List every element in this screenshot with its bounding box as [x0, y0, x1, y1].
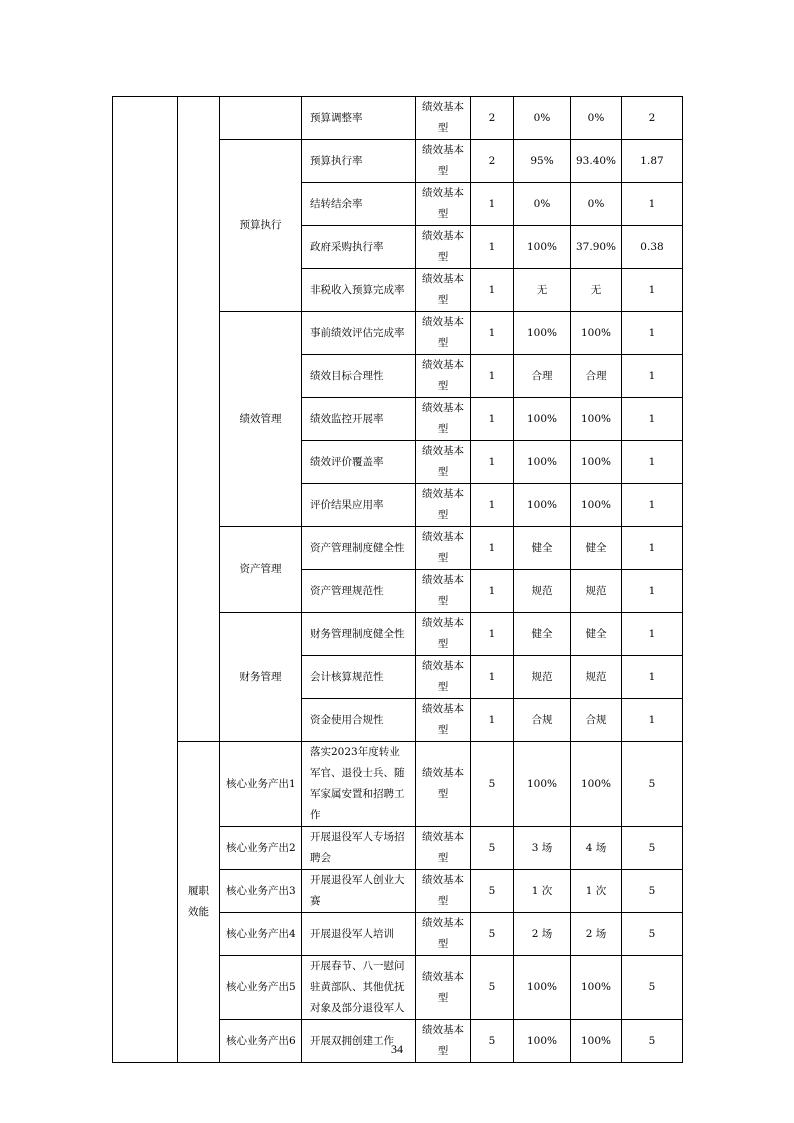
target-cell: 100% — [514, 1020, 571, 1063]
score-cell: 1 — [622, 183, 683, 226]
score-cell: 5 — [622, 1020, 683, 1063]
type-cell: 绩效基本型 — [416, 1020, 471, 1063]
subcategory-cell: 核心业务产出1 — [220, 742, 302, 827]
subcategory-cell — [220, 97, 302, 140]
type-cell: 绩效基本型 — [416, 484, 471, 527]
score-cell: 5 — [622, 827, 683, 870]
actual-cell: 规范 — [571, 656, 622, 699]
indicator-cell: 开展退役军人创业大赛 — [302, 870, 416, 913]
indicator-cell: 开展春节、八一慰问驻黄部队、其他优抚对象及部分退役军人 — [302, 956, 416, 1020]
score-cell: 0.38 — [622, 226, 683, 269]
actual-cell: 100% — [571, 441, 622, 484]
indicator-cell: 政府采购执行率 — [302, 226, 416, 269]
weight-cell: 1 — [471, 441, 514, 484]
subcategory-cell: 核心业务产出6 — [220, 1020, 302, 1063]
indicator-cell: 会计核算规范性 — [302, 656, 416, 699]
actual-cell: 2 场 — [571, 913, 622, 956]
weight-cell: 1 — [471, 312, 514, 355]
target-cell: 100% — [514, 226, 571, 269]
type-cell: 绩效基本型 — [416, 699, 471, 742]
type-cell: 绩效基本型 — [416, 656, 471, 699]
score-cell: 1 — [622, 613, 683, 656]
indicator-cell: 结转结余率 — [302, 183, 416, 226]
target-cell: 100% — [514, 441, 571, 484]
subcategory-cell: 核心业务产出5 — [220, 956, 302, 1020]
score-cell: 1 — [622, 699, 683, 742]
target-cell: 2 场 — [514, 913, 571, 956]
type-cell: 绩效基本型 — [416, 226, 471, 269]
type-cell: 绩效基本型 — [416, 742, 471, 827]
performance-indicator-table — [112, 96, 683, 1063]
type-cell: 绩效基本型 — [416, 140, 471, 183]
indicator-cell: 资产管理制度健全性 — [302, 527, 416, 570]
subcategory-cell: 核心业务产出3 — [220, 870, 302, 913]
weight-cell: 2 — [471, 140, 514, 183]
indicator-cell: 绩效目标合理性 — [302, 355, 416, 398]
weight-cell: 1 — [471, 527, 514, 570]
score-cell: 5 — [622, 913, 683, 956]
score-cell: 1 — [622, 269, 683, 312]
indicator-cell: 开展双拥创建工作 — [302, 1020, 416, 1063]
type-cell: 绩效基本型 — [416, 527, 471, 570]
score-cell: 5 — [622, 742, 683, 827]
weight-cell: 1 — [471, 613, 514, 656]
actual-cell: 100% — [571, 484, 622, 527]
indicator-cell: 财务管理制度健全性 — [302, 613, 416, 656]
indicator-cell: 预算执行率 — [302, 140, 416, 183]
score-cell: 1 — [622, 312, 683, 355]
target-cell: 0% — [514, 183, 571, 226]
actual-cell: 0% — [571, 183, 622, 226]
score-cell: 1 — [622, 484, 683, 527]
target-cell: 合理 — [514, 355, 571, 398]
target-cell: 0% — [514, 97, 571, 140]
score-cell: 1 — [622, 570, 683, 613]
page-number: 34 — [391, 1042, 403, 1056]
score-cell: 1 — [622, 527, 683, 570]
subcategory-cell: 绩效管理 — [220, 312, 302, 527]
weight-cell: 1 — [471, 226, 514, 269]
target-cell: 95% — [514, 140, 571, 183]
subcategory-cell: 核心业务产出2 — [220, 827, 302, 870]
indicator-cell: 绩效监控开展率 — [302, 398, 416, 441]
weight-cell: 2 — [471, 97, 514, 140]
target-cell: 规范 — [514, 656, 571, 699]
type-cell: 绩效基本型 — [416, 956, 471, 1020]
actual-cell: 1 次 — [571, 870, 622, 913]
weight-cell: 5 — [471, 956, 514, 1020]
actual-cell: 合理 — [571, 355, 622, 398]
weight-cell: 5 — [471, 1020, 514, 1063]
target-cell: 100% — [514, 484, 571, 527]
target-cell: 3 场 — [514, 827, 571, 870]
score-cell: 1.87 — [622, 140, 683, 183]
indicator-cell: 预算调整率 — [302, 97, 416, 140]
weight-cell: 5 — [471, 827, 514, 870]
actual-cell: 健全 — [571, 527, 622, 570]
weight-cell: 1 — [471, 355, 514, 398]
weight-cell: 1 — [471, 183, 514, 226]
actual-cell: 100% — [571, 956, 622, 1020]
score-cell: 1 — [622, 441, 683, 484]
indicator-cell: 开展退役军人培训 — [302, 913, 416, 956]
indicator-cell: 事前绩效评估完成率 — [302, 312, 416, 355]
score-cell: 1 — [622, 355, 683, 398]
actual-cell: 健全 — [571, 613, 622, 656]
target-cell: 100% — [514, 742, 571, 827]
table-body — [113, 97, 683, 1063]
weight-cell: 5 — [471, 870, 514, 913]
target-cell: 合规 — [514, 699, 571, 742]
type-cell: 绩效基本型 — [416, 870, 471, 913]
weight-cell: 5 — [471, 913, 514, 956]
subcategory-cell: 财务管理 — [220, 613, 302, 742]
score-cell: 2 — [622, 97, 683, 140]
type-cell: 绩效基本型 — [416, 827, 471, 870]
table-row — [113, 97, 683, 140]
score-cell: 1 — [622, 398, 683, 441]
actual-cell: 100% — [571, 1020, 622, 1063]
type-cell: 绩效基本型 — [416, 269, 471, 312]
type-cell: 绩效基本型 — [416, 183, 471, 226]
category-cell — [113, 97, 178, 1063]
target-cell: 无 — [514, 269, 571, 312]
level1-cell: 履职效能 — [178, 742, 220, 1063]
target-cell: 100% — [514, 312, 571, 355]
subcategory-cell: 资产管理 — [220, 527, 302, 613]
dimension-cell — [178, 97, 220, 742]
indicator-cell: 非税收入预算完成率 — [302, 269, 416, 312]
subcategory-cell: 预算执行 — [220, 140, 302, 312]
score-cell: 5 — [622, 956, 683, 1020]
actual-cell: 37.90% — [571, 226, 622, 269]
actual-cell: 规范 — [571, 570, 622, 613]
type-cell: 绩效基本型 — [416, 355, 471, 398]
weight-cell: 1 — [471, 484, 514, 527]
weight-cell: 1 — [471, 269, 514, 312]
indicator-cell: 资产管理规范性 — [302, 570, 416, 613]
target-cell: 1 次 — [514, 870, 571, 913]
target-cell: 健全 — [514, 527, 571, 570]
type-cell: 绩效基本型 — [416, 570, 471, 613]
indicator-cell: 开展退役军人专场招聘会 — [302, 827, 416, 870]
type-cell: 绩效基本型 — [416, 312, 471, 355]
actual-cell: 100% — [571, 742, 622, 827]
actual-cell: 0% — [571, 97, 622, 140]
subcategory-cell: 核心业务产出4 — [220, 913, 302, 956]
type-cell: 绩效基本型 — [416, 913, 471, 956]
indicator-cell: 落实2023年度转业军官、退役士兵、随军家属安置和招聘工作 — [302, 742, 416, 827]
type-cell: 绩效基本型 — [416, 613, 471, 656]
actual-cell: 100% — [571, 312, 622, 355]
indicator-cell: 评价结果应用率 — [302, 484, 416, 527]
score-cell: 1 — [622, 656, 683, 699]
target-cell: 健全 — [514, 613, 571, 656]
weight-cell: 1 — [471, 656, 514, 699]
target-cell: 100% — [514, 398, 571, 441]
table-row — [113, 742, 683, 827]
actual-cell: 合规 — [571, 699, 622, 742]
weight-cell: 1 — [471, 398, 514, 441]
weight-cell: 1 — [471, 570, 514, 613]
type-cell: 绩效基本型 — [416, 398, 471, 441]
indicator-cell: 绩效评价覆盖率 — [302, 441, 416, 484]
type-cell: 绩效基本型 — [416, 97, 471, 140]
actual-cell: 93.40% — [571, 140, 622, 183]
weight-cell: 1 — [471, 699, 514, 742]
target-cell: 规范 — [514, 570, 571, 613]
score-cell: 5 — [622, 870, 683, 913]
weight-cell: 5 — [471, 742, 514, 827]
indicator-cell: 资金使用合规性 — [302, 699, 416, 742]
actual-cell: 100% — [571, 398, 622, 441]
actual-cell: 4 场 — [571, 827, 622, 870]
type-cell: 绩效基本型 — [416, 441, 471, 484]
actual-cell: 无 — [571, 269, 622, 312]
target-cell: 100% — [514, 956, 571, 1020]
